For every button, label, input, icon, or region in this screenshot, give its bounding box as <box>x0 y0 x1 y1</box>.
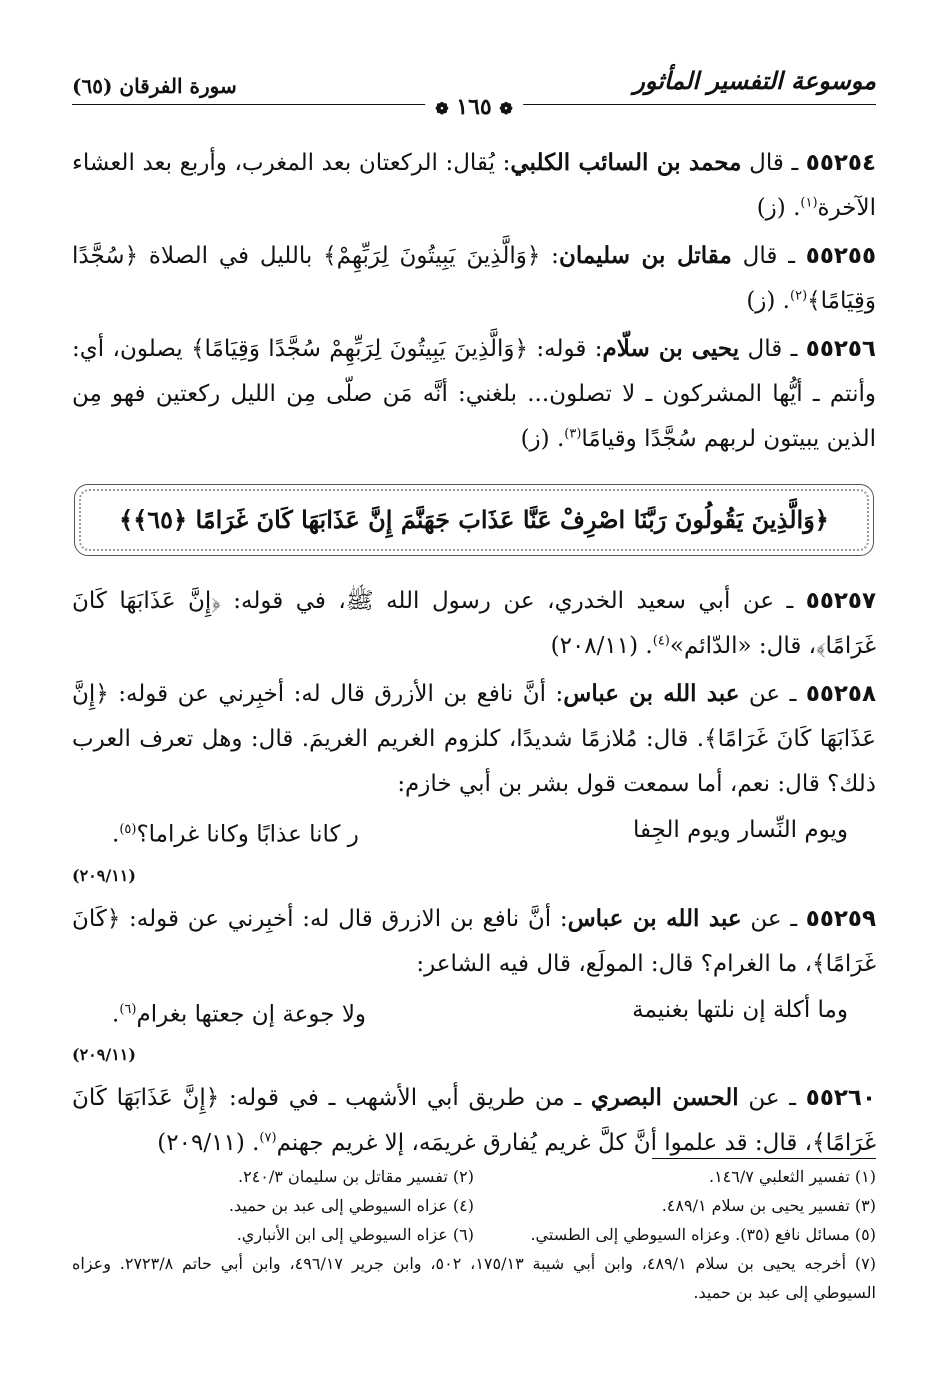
footnote-ref: (٥) <box>119 822 137 837</box>
entry-55259 <box>72 896 876 987</box>
entry-55254 <box>72 140 876 231</box>
entry-text: ـ عن أبي سعيد الخدري، عن رسول الله ﷺ، في قوله: ﴿إِنَّ عَذَابَهَا كَانَ غَرَامًا﴾، قال: «الدّائم» <box>72 588 876 659</box>
footnote-2: (٢) تفسير مقاتل بن سليمان ٢٤٠/٣. <box>238 1167 474 1186</box>
verse-box <box>74 484 874 556</box>
entry-55258 <box>72 671 876 807</box>
entry-text: ـ من طريق أبي الأشهب ـ في قوله: ﴿إِنَّ عَذَابَهَا كَانَ غَرَامًا﴾، قال: قد علموا أنَّ كلَّ غريم يُفارق غريمَه، إلا غريم جهنم <box>72 1085 876 1157</box>
entry-tail: . (ز) <box>520 426 565 452</box>
narrator-name: مقاتل بن سليمان <box>558 242 732 269</box>
footnote-ref: (٧) <box>259 1130 277 1146</box>
entry-lead: ـ عن <box>741 905 806 932</box>
entry-number: ٥٥٢٦٠ <box>805 1085 876 1112</box>
entry-text: : قوله: ﴿وَالَّذِينَ يَبِيتُونَ لِرَبِّهِمْ سُجَّدًا وَقِيَامًا﴾ يصلون، أي: وأنتم ـ أيُّها المشركون ـ لا تصلون... بلغني: أنَّه مَن صلّى مِن الليل ركعتين فهو مِن الذين يبيتون لربهم سُجَّدًا وقيامًا <box>72 336 876 452</box>
entry-text: : أنَّ نافع بن الأزرق قال له: أخبِرني عن قوله: ﴿إِنَّ عَذَابَهَا كَانَ غَرَامًا﴾. قال: مُلازمًا شديدًا، كلزوم الغريم الغريمَ. قال: وهل تعرف العرب ذلك؟ قال: نعم، أما سمعت قول بشر بن أبي خازم: <box>72 681 876 797</box>
entry-text: : ﴿وَالَّذِينَ يَبِيتُونَ لِرَبِّهِمْ﴾ بالليل في الصلاة ﴿سُجَّدًا وَقِيَامًا﴾ <box>72 243 876 314</box>
footnote-3: (٣) تفسير يحيى بن سلام ٤٨٩/١. <box>661 1196 876 1215</box>
footnote-5: (٥) مسائل نافع (٣٥). وعزاه السيوطي إلى الطستي. <box>530 1225 876 1244</box>
quran-verse: ﴿وَالَّذِينَ يَقُولُونَ رَبَّنَا اصْرِفْ عَنَّا عَذَابَ جَهَنَّمَ إِنَّ عَذَابَهَا كَانَ غَرَامًا ﴿٦٥﴾﴾ <box>119 505 829 534</box>
source-ref: (٢٠٩/١١) <box>72 865 136 885</box>
footnote-ref: (٣) <box>564 426 582 442</box>
poem-verse <box>72 987 876 1038</box>
source-ref: (٢٠٩/١١) <box>72 1045 136 1065</box>
poem-text: ر كانا عذابًا وكانا غراما؟ <box>136 821 359 848</box>
poem-hemistich-right: ويوم النِّسار ويوم الجِفا <box>632 817 848 843</box>
surah-label: سورة الفرقان (٦٥) <box>72 74 237 98</box>
footnote-ref: (٤) <box>652 633 670 649</box>
entry-55256 <box>72 326 876 462</box>
entry-lead: ـ قال <box>739 336 806 362</box>
footnote-6: (٦) عزاه السيوطي إلى ابن الأنباري. <box>236 1225 474 1244</box>
entry-55257 <box>72 579 876 669</box>
footnote-ref: (٦) <box>119 1001 137 1017</box>
footnote-4: (٤) عزاه السيوطي إلى عبد بن حميد. <box>228 1196 474 1215</box>
narrator-name: يحيى بن سلّام <box>602 335 740 362</box>
page-number-block <box>425 94 523 120</box>
footnote-1: (١) تفسير الثعلبي ١٤٦/٧. <box>708 1167 876 1186</box>
entry-number: ٥٥٢٥٧ <box>805 588 876 614</box>
entry-tail: . (٢٠٩/١١) <box>157 1130 260 1157</box>
poem-text: ولا جوعة إن جعتها بغرام <box>136 1001 367 1028</box>
entry-number: ٥٥٢٥٩ <box>805 905 876 932</box>
entry-lead: ـ قال <box>731 243 806 269</box>
entry-tail: . (ز) <box>746 288 790 314</box>
narrator-name: الحسن البصري <box>590 1084 739 1112</box>
entry-lead: ـ قال <box>741 150 806 176</box>
entry-text: : يُقال: الركعتان بعد المغرب، وأربع بعد العشاء الآخرة <box>72 150 876 221</box>
narrator-name: محمد بن السائب الكلبي <box>510 149 742 176</box>
poem-hemistich-left: ر كانا عذابًا وكانا غراما؟$^{(٥)}$. <box>112 821 359 848</box>
entry-number: ٥٥٢٥٥ <box>805 243 876 269</box>
footnote-rule <box>652 1158 876 1159</box>
page-header <box>72 60 876 120</box>
entry-number: ٥٥٢٥٦ <box>805 336 876 362</box>
ornament-icon: ❁ <box>499 99 513 118</box>
poem-hemistich-right: وما أكلة إن نلتها بغنيمة <box>632 996 848 1023</box>
page-number: ١٦٥ <box>456 94 492 120</box>
footnote-ref: (١) <box>800 195 818 211</box>
page-body <box>72 140 876 1166</box>
footnote-7: (٧) أخرجه يحيى بن سلام ٤٨٩/١، وابن أبي شيبة ١٧٥/١٣، ٥٠٢، وابن جرير ٤٩٦/١٧، وابن أبي حاتم ٢٧٢٣/٨. وعزاه السيوطي إلى عبد بن حميد. <box>72 1254 877 1302</box>
poem-hemistich-left: ولا جوعة إن جعتها بغرام$^{(٦)}$. <box>112 1001 367 1028</box>
footnote-row <box>72 1191 876 1220</box>
entry-55255 <box>72 233 876 324</box>
entry-text: : أنَّ نافع بن الازرق قال له: أخبِرني عن قوله: ﴿كَانَ غَرَامًا﴾، ما الغرام؟ قال: المولَع، قال فيه الشاعر: <box>72 905 876 977</box>
footnotes <box>72 1162 876 1307</box>
entry-number: ٥٥٢٥٤ <box>805 150 876 176</box>
narrator-name: عبد الله بن عباس <box>567 904 742 932</box>
poem-verse <box>72 807 876 858</box>
entry-tail: . (٢٠٨/١١) <box>550 633 653 659</box>
entry-number: ٥٥٢٥٨ <box>805 681 877 707</box>
entry-lead: ـ عن <box>739 681 806 707</box>
footnote-row <box>72 1162 876 1191</box>
entry-tail: . (ز) <box>756 195 801 221</box>
entry-lead: ـ عن <box>738 1085 806 1112</box>
book-title: موسوعة التفسير المأثور <box>633 66 876 95</box>
entry-55260 <box>72 1075 876 1166</box>
footnote-ref: (٢) <box>790 288 808 304</box>
narrator-name: عبد الله بن عباس <box>563 680 740 707</box>
footnote-row <box>72 1220 876 1249</box>
ornament-icon: ❁ <box>435 99 449 118</box>
